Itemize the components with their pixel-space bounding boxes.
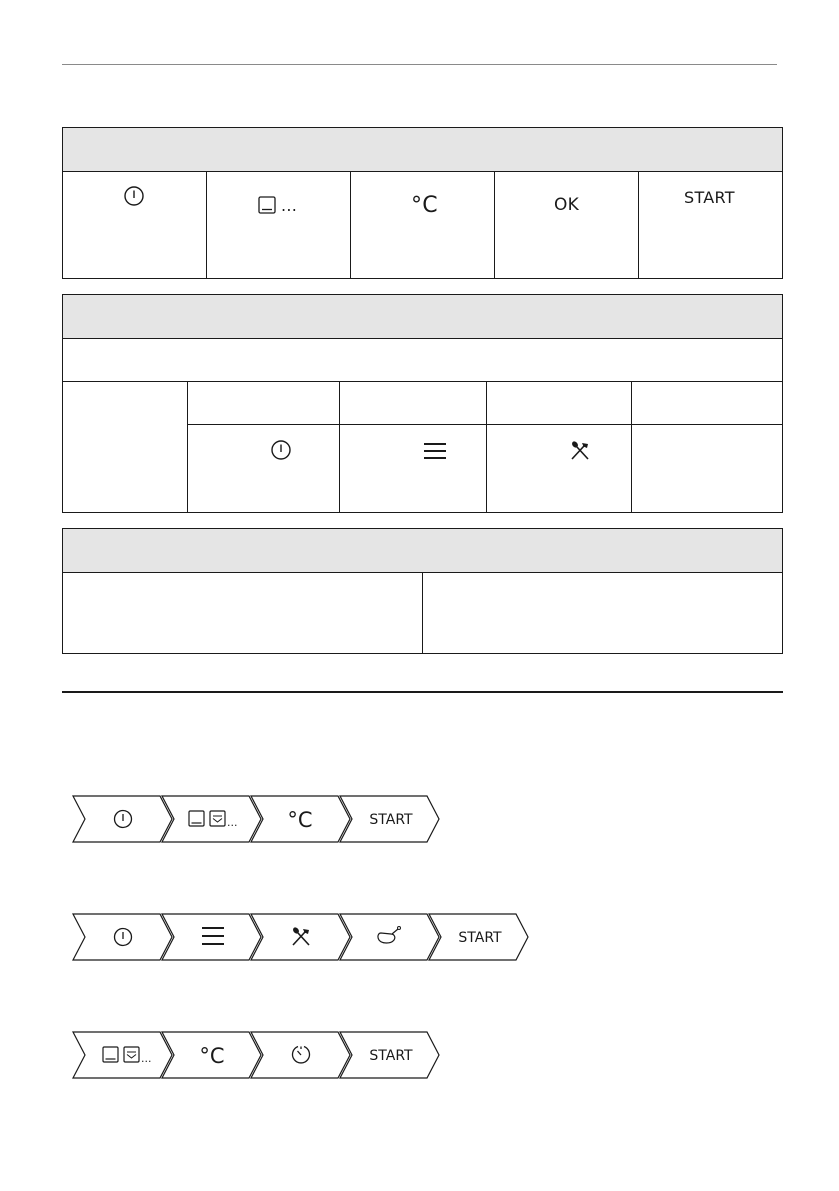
menu-table (62, 294, 783, 513)
menu-col-2 (340, 425, 487, 512)
flow-step-temperature (162, 1032, 261, 1078)
info-table (62, 528, 783, 654)
power-icon (123, 185, 145, 207)
flow-step-oven-function (162, 796, 261, 842)
cutlery-icon (569, 440, 591, 462)
menu-col-3 (487, 425, 632, 512)
flow-step-start (340, 796, 439, 842)
menu-col-1 (188, 425, 340, 512)
flow-step-start (429, 914, 528, 960)
ellipsis-text: ... (141, 1052, 152, 1065)
cell-power (63, 172, 207, 278)
menu-col-3-head (487, 382, 632, 424)
section-rule (62, 691, 783, 693)
flow-step-poultry (340, 914, 439, 960)
cell-temperature (351, 172, 495, 278)
ok-label: OK (554, 195, 580, 215)
top-rule (62, 64, 777, 65)
flow-step-temperature (251, 796, 350, 842)
menu-col-4-head (632, 382, 782, 424)
temperature-icon: °C (199, 1044, 225, 1068)
ellipsis-text: ... (227, 816, 238, 829)
flow-1 (72, 795, 442, 843)
flow-step-timer (251, 1032, 350, 1078)
temperature-icon: °C (411, 193, 438, 218)
menu-col-4 (632, 425, 782, 512)
ellipsis-text: ... (281, 196, 298, 215)
start-label: START (369, 812, 413, 828)
start-label: START (369, 1048, 413, 1064)
flow-2-steps (72, 913, 532, 961)
start-label: START (684, 188, 735, 207)
menu-col-1-head (188, 382, 340, 424)
info-table-header (63, 529, 782, 573)
menu-table-header (63, 295, 782, 339)
cell-oven-function (207, 172, 351, 278)
cell-ok (495, 172, 639, 278)
power-icon (270, 439, 292, 461)
info-cell-right (423, 573, 782, 653)
flow-step-cutlery (251, 914, 350, 960)
flow-3-steps (72, 1031, 442, 1079)
flow-3 (72, 1031, 442, 1079)
temperature-icon: °C (287, 808, 313, 832)
menu-table-subheader (63, 339, 782, 382)
menu-table-row-label (63, 382, 188, 512)
start-label: START (458, 930, 502, 946)
flow-step-start (340, 1032, 439, 1078)
flow-step-menu (162, 914, 261, 960)
flow-1-steps (72, 795, 442, 843)
controls-table-header (63, 128, 782, 172)
menu-icon (423, 442, 447, 460)
menu-col-2-head (340, 382, 487, 424)
flow-step-oven-function (73, 1032, 172, 1078)
info-cell-left (63, 573, 423, 653)
controls-table (62, 127, 783, 279)
flow-step-power (73, 914, 172, 960)
flow-step-power (73, 796, 172, 842)
oven-function-icon (258, 196, 276, 214)
flow-2 (72, 913, 532, 961)
cell-start (639, 172, 782, 278)
